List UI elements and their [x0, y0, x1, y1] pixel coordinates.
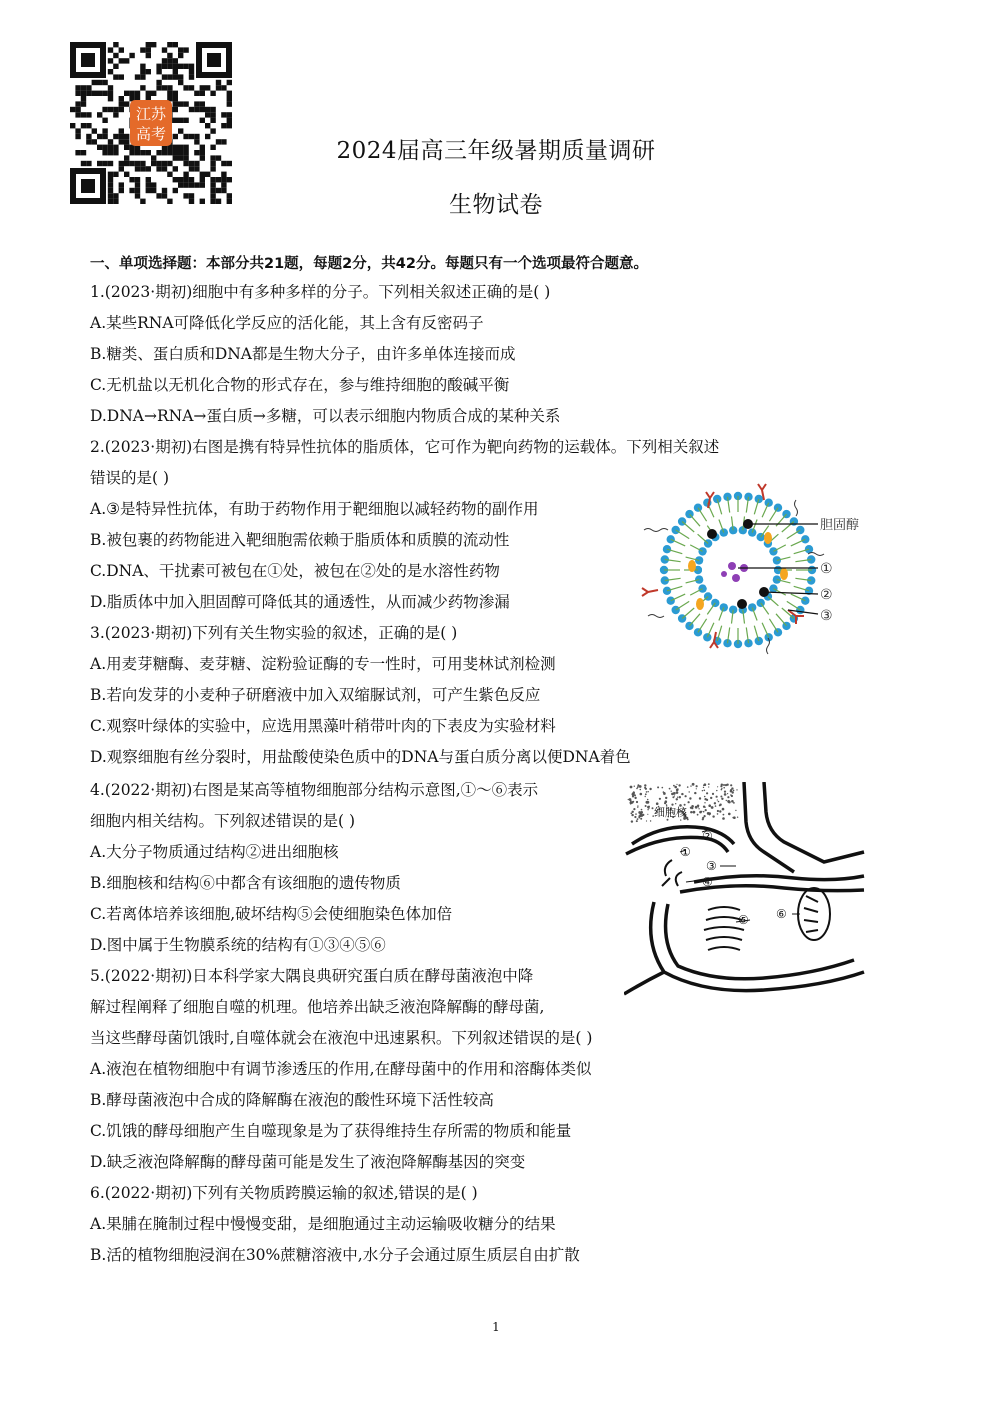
qr-badge-line1: 江苏	[135, 105, 167, 123]
liposome-figure	[628, 470, 868, 660]
qr-code-image	[70, 42, 232, 204]
q2-option-d: D.脂质体中加入胆固醇可降低其的通透性，从而减少药物渗漏	[90, 593, 510, 611]
q3-stem: 3.(2023·期初)下列有关生物实验的叙述，正确的是( )	[90, 624, 458, 642]
q3-option-d: D.观察细胞有丝分裂时，用盐酸使染色质中的DNA与蛋白质分离以便DNA着色	[90, 748, 631, 766]
q1-stem: 1.(2023·期初)细胞中有多种多样的分子。下列相关叙述正确的是( )	[90, 283, 551, 301]
q4-stem-line2: 细胞内相关结构。下列叙述错误的是( )	[90, 812, 356, 830]
section-heading: 一、单项选择题：本部分共21题，每题2分，共42分。每题只有一个选项最符合题意。	[90, 256, 648, 272]
cell-label-6: ⑥	[776, 907, 787, 921]
q2-option-a: A.③是特异性抗体，有助于药物作用于靶细胞以减轻药物的副作用	[90, 500, 539, 518]
page-number: 1	[492, 1320, 500, 1334]
label-cholesterol: 胆固醇	[820, 518, 860, 533]
cell-label-4: ④	[702, 875, 713, 889]
q5-option-a: A.液泡在植物细胞中有调节渗透压的作用,在酵母菌中的作用和溶酶体类似	[90, 1060, 592, 1078]
q2-stem-line2: 错误的是( )	[90, 469, 170, 487]
cell-label-3: ③	[706, 859, 717, 873]
q1-option-b: B.糖类、蛋白质和DNA都是生物大分子，由许多单体连接而成	[90, 345, 516, 363]
q4-option-d: D.图中属于生物膜系统的结构有①③④⑤⑥	[90, 936, 386, 954]
q5-stem-line3: 当这些酵母菌饥饿时,自噬体就会在液泡中迅速累积。下列叙述错误的是( )	[90, 1029, 593, 1047]
q1-option-c: C.无机盐以无机化合物的形式存在，参与维持细胞的酸碱平衡	[90, 376, 510, 394]
q3-option-b: B.若向发芽的小麦种子研磨液中加入双缩脲试剂，可产生紫色反应	[90, 686, 541, 704]
q1-option-d: D.DNA→RNA→蛋白质→多糖，可以表示细胞内物质合成的某种关系	[90, 407, 561, 425]
cell-structure-figure	[624, 782, 866, 1004]
q4-option-b: B.细胞核和结构⑥中都含有该细胞的遗传物质	[90, 874, 401, 892]
cell-label-2: ②	[702, 829, 713, 843]
q4-option-c: C.若离体培养该细胞,破坏结构⑤会使细胞染色体加倍	[90, 905, 453, 923]
label-3: ③	[820, 608, 833, 624]
q3-option-a: A.用麦芽糖酶、麦芽糖、淀粉验证酶的专一性时，可用斐林试剂检测	[90, 655, 556, 673]
q5-option-b: B.酵母菌液泡中合成的降解酶在液泡的酸性环境下活性较高	[90, 1091, 494, 1109]
label-1: ①	[820, 561, 833, 577]
q4-stem-line1: 4.(2022·期初)右图是某高等植物细胞部分结构示意图,①～⑥表示	[90, 781, 539, 799]
q1-option-a: A.某些RNA可降低化学反应的活化能，其上含有反密码子	[90, 314, 484, 332]
q6-option-b: B.活的植物细胞浸润在30%蔗糖溶液中,水分子会通过原生质层自由扩散	[90, 1246, 580, 1264]
cell-label-1: ①	[680, 845, 691, 859]
q6-option-a: A.果脯在腌制过程中慢慢变甜，是细胞通过主动运输吸收糖分的结果	[90, 1215, 556, 1233]
q5-stem-line1: 5.(2022·期初)日本科学家大隅良典研究蛋白质在酵母菌液泡中降	[90, 967, 534, 985]
q3-option-c: C.观察叶绿体的实验中，应选用黑藻叶稍带叶肉的下表皮为实验材料	[90, 717, 556, 735]
q5-stem-line2: 解过程阐释了细胞自噬的机理。他培养出缺乏液泡降解酶的酵母菌,	[90, 998, 545, 1016]
q5-option-c: C.饥饿的酵母细胞产生自噬现象是为了获得维持生存所需的物质和能量	[90, 1122, 572, 1140]
cell-label-5: ⑤	[738, 913, 749, 927]
exam-subtitle: 生物试卷	[449, 192, 543, 218]
q5-option-d: D.缺乏液泡降解酶的酵母菌可能是发生了液泡降解酶基因的突变	[90, 1153, 526, 1171]
label-2: ②	[820, 587, 833, 603]
label-nucleus: 细胞核	[654, 806, 687, 819]
q4-option-a: A.大分子物质通过结构②进出细胞核	[90, 843, 339, 861]
exam-title: 2024届高三年级暑期质量调研	[336, 138, 656, 164]
q6-stem: 6.(2022·期初)下列有关物质跨膜运输的叙述,错误的是( )	[90, 1184, 478, 1202]
q2-option-b: B.被包裹的药物能进入靶细胞需依赖于脂质体和质膜的流动性	[90, 531, 510, 549]
qr-badge-line2: 高考	[135, 125, 167, 143]
q2-option-c: C.DNA、干扰素可被包在①处，被包在②处的是水溶性药物	[90, 562, 500, 580]
q2-stem-line1: 2.(2023·期初)右图是携有特异性抗体的脂质体，它可作为靶向药物的运载体。下列相关叙述	[90, 438, 720, 456]
